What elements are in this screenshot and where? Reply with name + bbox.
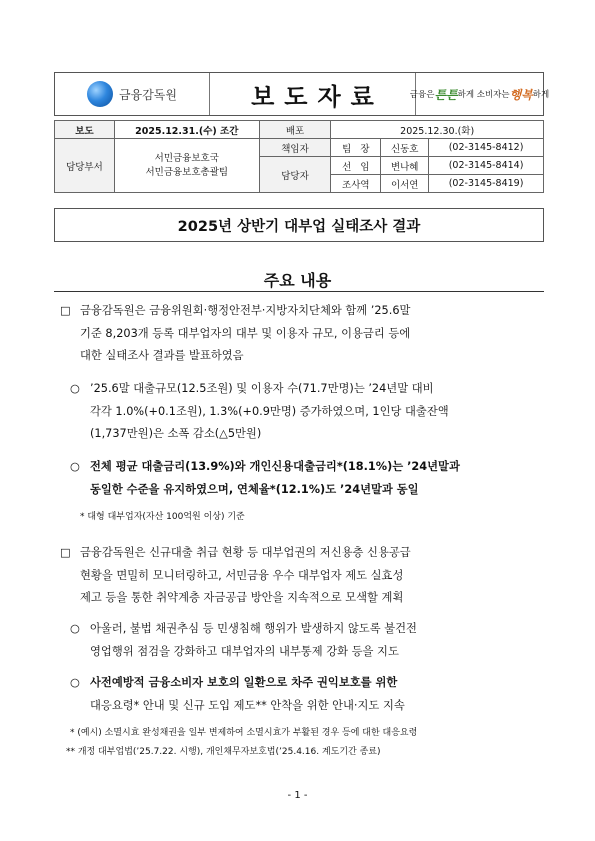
headline: 2025년 상반기 대부업 실태조사 결과: [177, 218, 421, 235]
square-bullet-icon: □: [60, 304, 71, 317]
bullet-2: [90, 456, 550, 501]
summary-title: 주요 내용: [263, 271, 332, 290]
slogan-part2: 하게 소비자는: [457, 90, 510, 100]
paragraph-line: 금융감독원은 금융위원회·행정안전부·지방자치단체와 함께 ’25.6말: [80, 304, 411, 317]
circle-bullet-icon: ○: [70, 676, 80, 689]
bullet-line: 대응요령* 안내 및 신규 도입 제도** 안착을 위한 안내·지도 지속: [90, 698, 405, 712]
press-date: 2025.12.31.(수) 조간: [114, 121, 259, 139]
headline-box: [54, 208, 544, 242]
press-release-title: 보도자료: [251, 82, 384, 111]
distribution-label: 배포: [259, 121, 331, 139]
footnote-3: ** 개정 대부업법(’25.7.22. 시행), 개인채무자보호법(’25.4.16. 계도기간 종료): [66, 747, 381, 757]
paragraph-line: 금융감독원은 신규대출 취급 현황 등 대부업권의 저신용층 신용공급: [80, 546, 411, 559]
contact-phone: (02-3145-8412): [429, 139, 544, 157]
bullet-line: 사전예방적 금융소비자 보호의 일환으로 차주 권익보호를 위한: [90, 676, 398, 689]
contact-name: 이서연: [381, 175, 429, 193]
paragraph-line: 대한 실태조사 결과를 발표하였음: [80, 349, 244, 362]
press-label: 보도: [55, 121, 115, 139]
bullet-3: [90, 618, 550, 663]
circle-bullet-icon: ○: [70, 622, 80, 635]
department-names: [114, 139, 259, 193]
paragraph-1: [80, 300, 550, 368]
contact-name: 변나혜: [381, 157, 429, 175]
department-line: 서민금융보호국: [154, 152, 219, 164]
press-header: [54, 72, 550, 116]
bullet-line: 아울러, 불법 채권추심 등 민생침해 행위가 발생하지 않도록 불건전: [90, 622, 417, 635]
department-label: 담당부서: [55, 139, 115, 193]
contact-name: 신동호: [381, 139, 429, 157]
press-release-title-cell: [210, 73, 416, 115]
logo-text: 금융감독원: [119, 87, 177, 102]
bullet-1: [90, 378, 550, 446]
slogan-highlight1: 튼튼: [434, 87, 458, 102]
contact-title: 조사역: [331, 175, 381, 193]
paragraph-line: 기준 8,203개 등록 대부업자의 대부 및 이용자 규모, 이용금리 등에: [80, 326, 411, 340]
bullet-line: ’25.6말 대출규모(12.5조원) 및 이용자 수(71.7만명)는 ’24년말 대비: [90, 382, 434, 395]
fss-logo: [55, 73, 210, 115]
paragraph-line: 제고 등을 통한 취약계층 자금공급 방안을 지속적으로 모색할 계획: [80, 591, 404, 604]
page-number: - 1 -: [287, 790, 308, 801]
globe-logo-icon: [87, 81, 113, 107]
responsible-label: 책임자: [259, 139, 331, 157]
paragraph-line: 현황을 면밀히 모니터링하고, 서민금융 우수 대부업자 제도 실효성: [80, 568, 404, 582]
bullet-4: [90, 672, 550, 717]
bullet-line: (1,737만원)은 소폭 감소(△5만원): [90, 427, 262, 440]
paragraph-2: [80, 542, 550, 610]
slogan-part1: 금융은: [409, 90, 435, 100]
circle-bullet-icon: ○: [70, 460, 80, 473]
circle-bullet-icon: ○: [70, 382, 80, 395]
contact-phone: (02-3145-8419): [429, 175, 544, 193]
divider: [54, 291, 544, 292]
charge-label: 담당자: [259, 157, 331, 193]
slogan-part3: 하게: [532, 90, 550, 100]
footnote-1: * 대형 대부업자(자산 100억원 이상) 기준: [80, 512, 245, 522]
contact-title: 선 임: [331, 157, 381, 175]
slogan-highlight2: 행복: [509, 87, 533, 102]
department-line: 서민금융보호총괄팀: [145, 166, 229, 178]
bullet-line: 동일한 수준을 유지하였으며, 연체율*(12.1%)도 ’24년말과 동일: [90, 482, 419, 496]
bullet-line: 영업행위 점검을 강화하고 대부업자의 내부통제 강화 등을 지도: [90, 644, 399, 658]
contact-title: 팀 장: [331, 139, 381, 157]
contact-table: [54, 120, 544, 193]
square-bullet-icon: □: [60, 546, 71, 559]
bullet-line: 각각 1.0%(+0.1조원), 1.3%(+0.9만명) 증가하였으며, 1인당 대출잔액: [90, 404, 449, 418]
bullet-line: 전체 평균 대출금리(13.9%)와 개인신용대출금리*(18.1%)는 ’24년말과: [90, 460, 460, 473]
slogan: [409, 73, 550, 115]
contact-phone: (02-3145-8414): [429, 157, 544, 175]
footnote-2: * (예시) 소멸시효 완성채권을 일부 변제하여 소멸시효가 부활된 경우 등에 대한 대응요령: [70, 728, 418, 738]
distribution-date: 2025.12.30.(화): [331, 121, 544, 139]
